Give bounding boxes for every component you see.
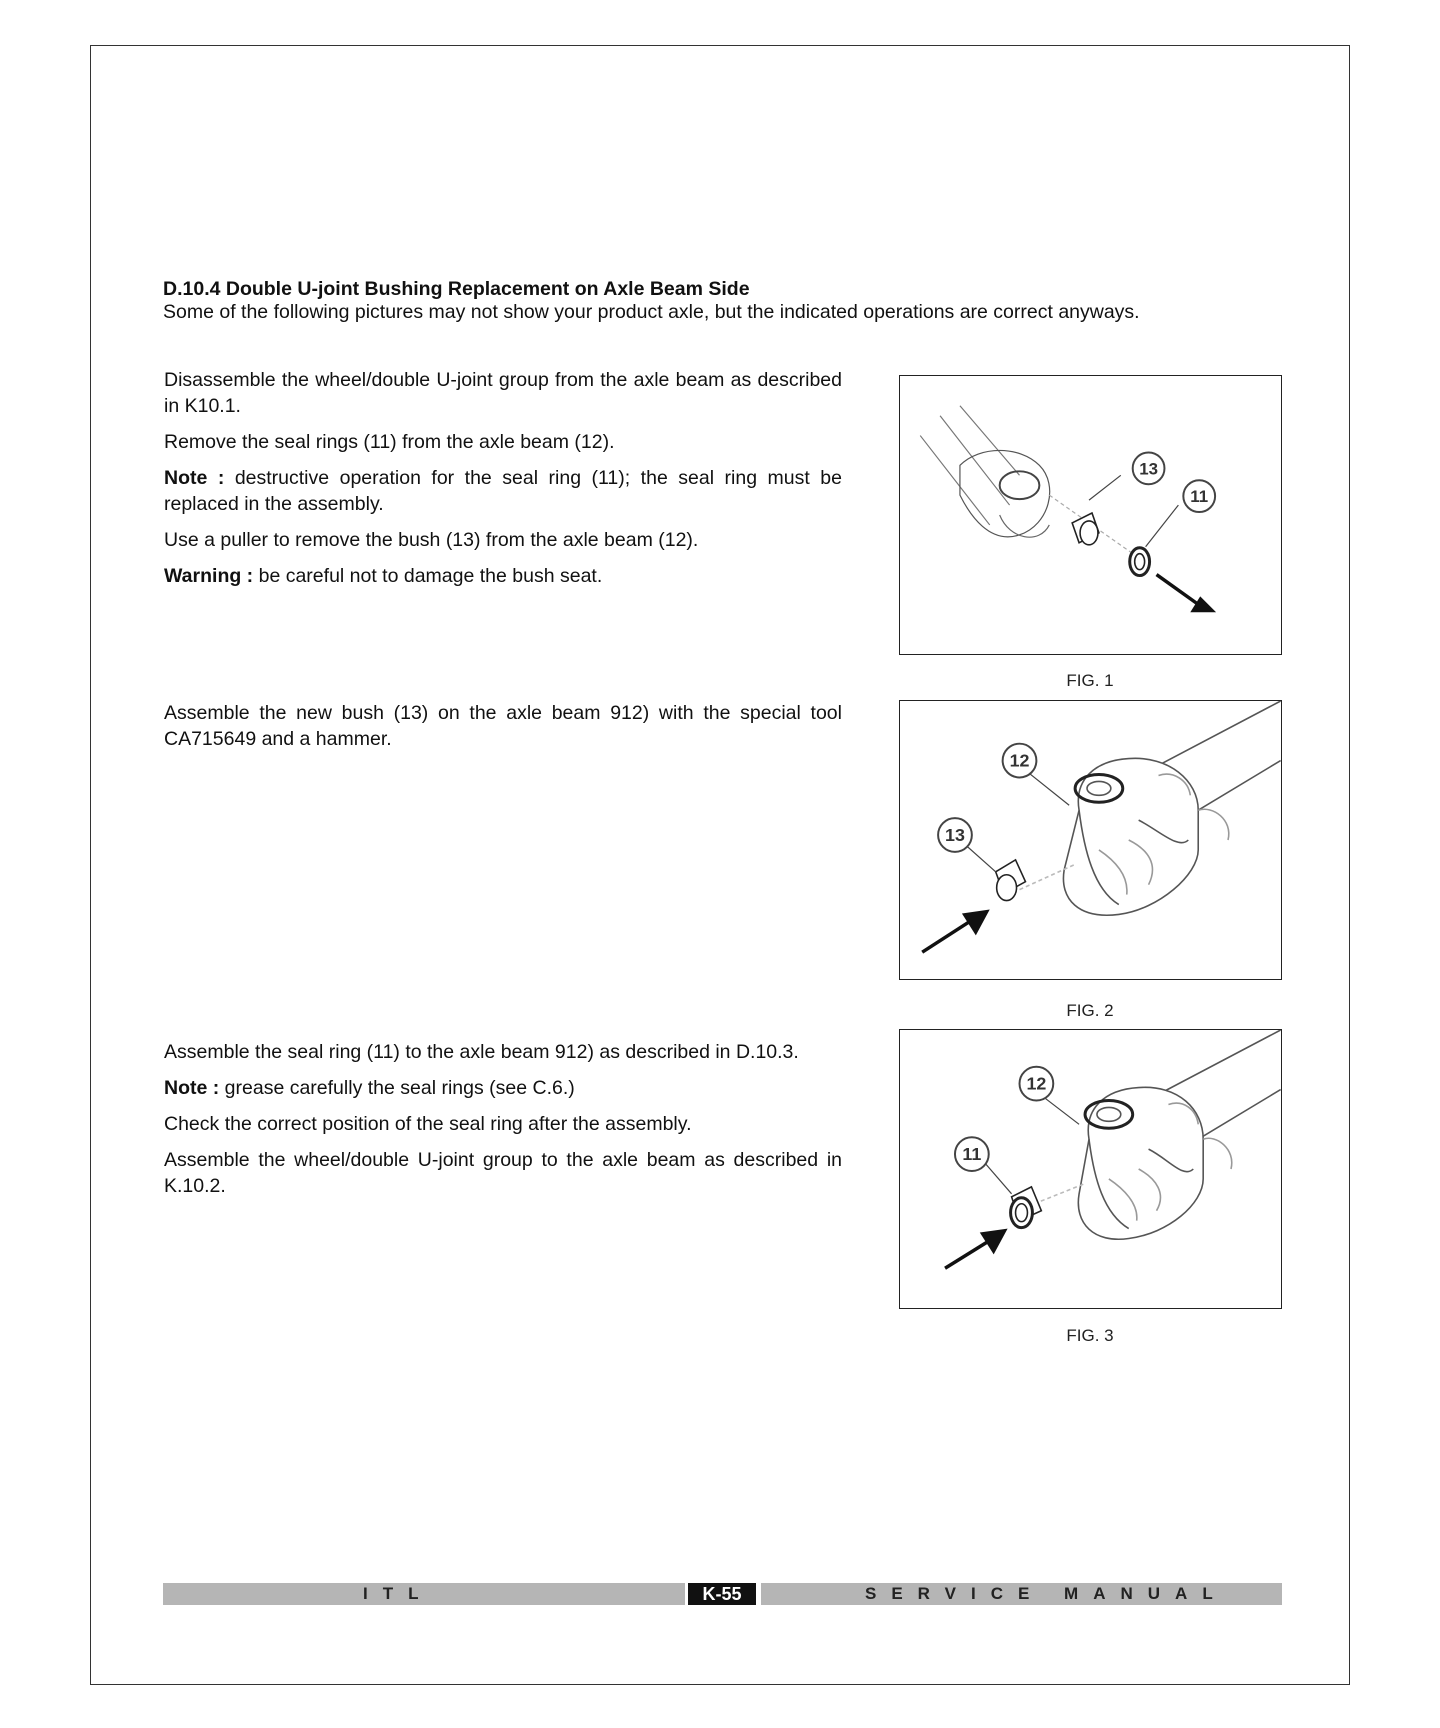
figure-3 (899, 1029, 1282, 1309)
figure-2-illustration (900, 701, 1281, 979)
step-block-1 (164, 367, 842, 599)
step-text: Assemble the wheel/double U-joint group to the axle beam as described in K.10.2. (164, 1149, 842, 1197)
warning-text: be careful not to damage the bush seat. (253, 565, 603, 587)
warning-paragraph (164, 563, 842, 589)
note-text: grease carefully the seal rings (see C.6.) (219, 1077, 575, 1099)
step-text: Check the correct position of the seal ring after the assembly. (164, 1113, 692, 1135)
callout-13: 13 (1139, 459, 1158, 479)
step-text: Remove the seal rings (11) from the axle beam (12). (164, 431, 615, 453)
section-heading: D.10.4 Double U-joint Bushing Replacement on Axle Beam Side (163, 278, 750, 300)
note-label: Note : (164, 1077, 220, 1099)
figure-1-illustration (900, 376, 1281, 654)
callout-11: 11 (1190, 487, 1209, 507)
footer-brand: ITL (163, 1583, 685, 1605)
step-block-3 (164, 1039, 842, 1209)
figure-2-caption: FIG. 2 (1066, 1001, 1114, 1020)
step-text: Use a puller to remove the bush (13) from the axle beam (12). (164, 529, 699, 551)
note-text: destructive operation for the seal ring (11); the seal ring must be replaced in the assembly. (164, 467, 842, 515)
step-block-2 (164, 700, 842, 762)
callout-12: 12 (1026, 1073, 1047, 1094)
step-text: Assemble the new bush (13) on the axle beam 912) with the special tool CA715649 and a hammer. (164, 702, 842, 750)
callout-12: 12 (1009, 750, 1030, 771)
note-paragraph (164, 1075, 842, 1101)
step-text: Disassemble the wheel/double U-joint group from the axle beam as described in K10.1. (164, 369, 842, 417)
figure-3-caption: FIG. 3 (1066, 1326, 1114, 1345)
note-label: Note : (164, 467, 225, 489)
figure-2 (899, 700, 1282, 980)
page-number: K-55 (688, 1583, 756, 1605)
note-paragraph (164, 465, 842, 517)
figure-1 (899, 375, 1282, 655)
step-text: Assemble the seal ring (11) to the axle beam 912) as described in D.10.3. (164, 1041, 799, 1063)
callout-11: 11 (962, 1144, 982, 1165)
figure-1-caption: FIG. 1 (1066, 671, 1114, 690)
figure-3-illustration (900, 1030, 1281, 1308)
callout-13: 13 (945, 824, 965, 845)
footer-title: SERVICE MANUAL (761, 1583, 1282, 1605)
section-intro: Some of the following pictures may not show your product axle, but the indicated operations are correct anyways. (163, 301, 1140, 323)
warning-label: Warning : (164, 565, 254, 587)
